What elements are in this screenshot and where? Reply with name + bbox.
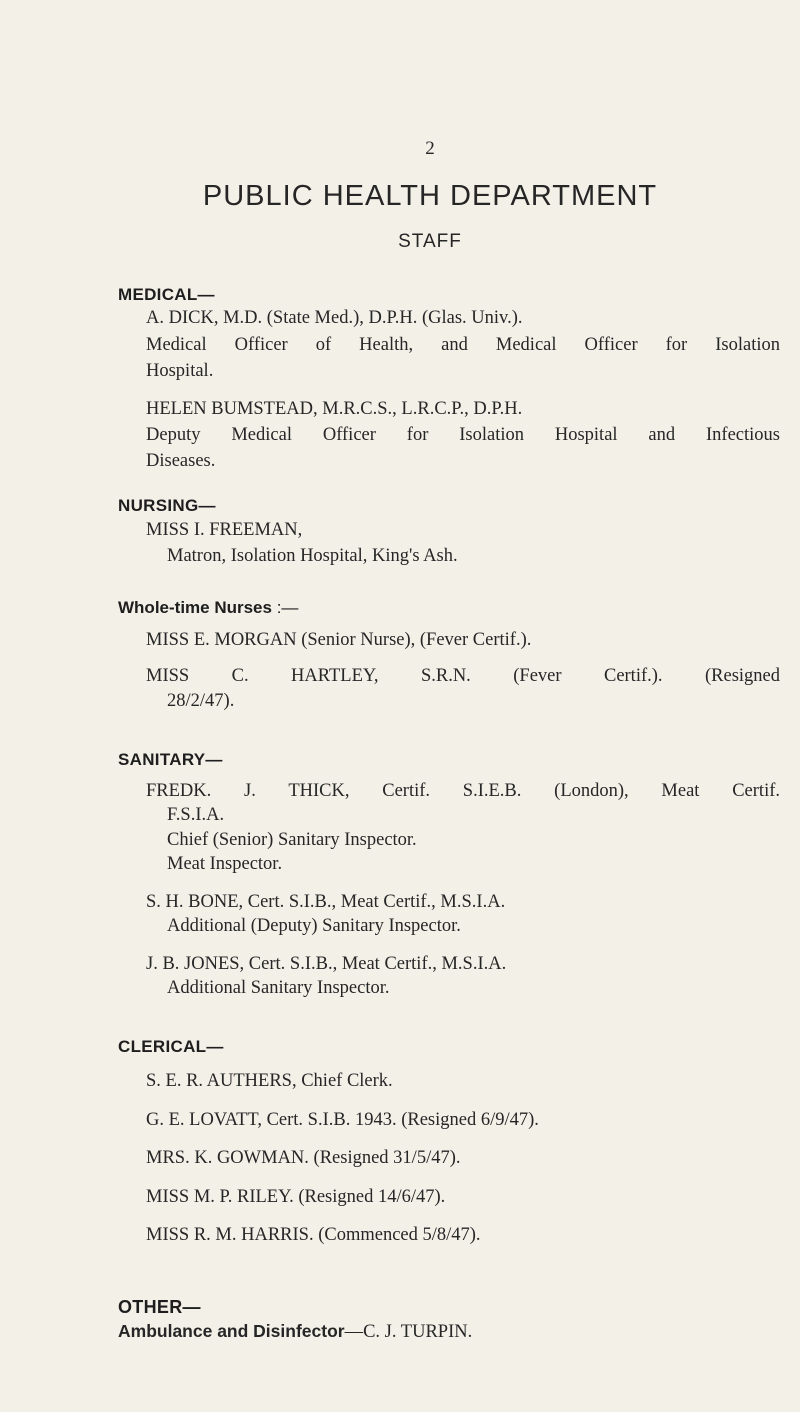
medical-entry2-name: HELEN BUMSTEAD, M.R.C.S., L.R.C.P., D.P.H. — [146, 399, 523, 419]
other-entry-label: Ambulance and Disinfector — [118, 1321, 345, 1341]
sanitary-entry3-name: J. B. JONES, Cert. S.I.B., Meat Certif., M.S.I.A. — [146, 954, 507, 974]
nursing-subheading-suffix: :— — [271, 598, 299, 617]
section-heading-sanitary: SANITARY— — [118, 750, 223, 769]
section-heading-other: OTHER— — [118, 1297, 201, 1317]
section-heading-clerical: CLERICAL— — [118, 1037, 224, 1056]
clerical-item: G. E. LOVATT, Cert. S.I.B. 1943. (Resigned 6/9/47). — [146, 1110, 539, 1130]
medical-entry1-role-line1: Medical Officer of Health, and Medical Officer for Isolation — [146, 335, 780, 355]
page-number: 2 — [425, 138, 435, 159]
sanitary-entry1-name-line1: FREDK. J. THICK, Certif. S.I.E.B. (London), Meat Certif. — [146, 781, 780, 801]
nurse-2-line2: 28/2/47). — [167, 691, 235, 711]
sanitary-entry1-role-line1: Chief (Senior) Sanitary Inspector. — [167, 830, 417, 850]
nurse-2-line1: MISS C. HARTLEY, S.R.N. (Fever Certif.). (Resigned — [146, 666, 780, 686]
clerical-item: MISS M. P. RILEY. (Resigned 14/6/47). — [146, 1187, 446, 1207]
medical-entry1-role-line2: Hospital. — [146, 361, 214, 381]
clerical-item: S. E. R. AUTHERS, Chief Clerk. — [146, 1071, 393, 1091]
nursing-subheading-label: Whole-time Nurses — [118, 598, 272, 617]
clerical-item: MRS. K. GOWMAN. (Resigned 31/5/47). — [146, 1148, 461, 1168]
sanitary-entry2-name: S. H. BONE, Cert. S.I.B., Meat Certif., M.S.I.A. — [146, 892, 506, 912]
nursing-entry1-role: Matron, Isolation Hospital, King's Ash. — [167, 546, 458, 566]
sanitary-entry1-role-line2: Meat Inspector. — [167, 854, 283, 874]
other-entry-value: —C. J. TURPIN. — [344, 1322, 473, 1342]
page-subtitle: STAFF — [398, 231, 462, 252]
section-heading-medical: MEDICAL— — [118, 285, 215, 304]
sanitary-entry3-role: Additional Sanitary Inspector. — [167, 978, 390, 998]
sanitary-entry1-name-line2: F.S.I.A. — [167, 805, 225, 825]
section-heading-nursing: NURSING— — [118, 496, 216, 515]
medical-entry2-role-line1: Deputy Medical Officer for Isolation Hospital and Infectious — [146, 425, 780, 445]
nursing-subheading — [118, 598, 298, 618]
page-title: PUBLIC HEALTH DEPARTMENT — [202, 180, 658, 212]
nurse-1: MISS E. MORGAN (Senior Nurse), (Fever Certif.). — [146, 630, 532, 650]
medical-entry1-name: A. DICK, M.D. (State Med.), D.P.H. (Glas. Univ.). — [146, 308, 523, 328]
other-entry — [118, 1320, 472, 1343]
clerical-item: MISS R. M. HARRIS. (Commenced 5/8/47). — [146, 1225, 481, 1245]
nursing-entry1-name: MISS I. FREEMAN, — [146, 520, 303, 540]
sanitary-entry2-role: Additional (Deputy) Sanitary Inspector. — [167, 916, 461, 936]
medical-entry2-role-line2: Diseases. — [146, 451, 216, 471]
